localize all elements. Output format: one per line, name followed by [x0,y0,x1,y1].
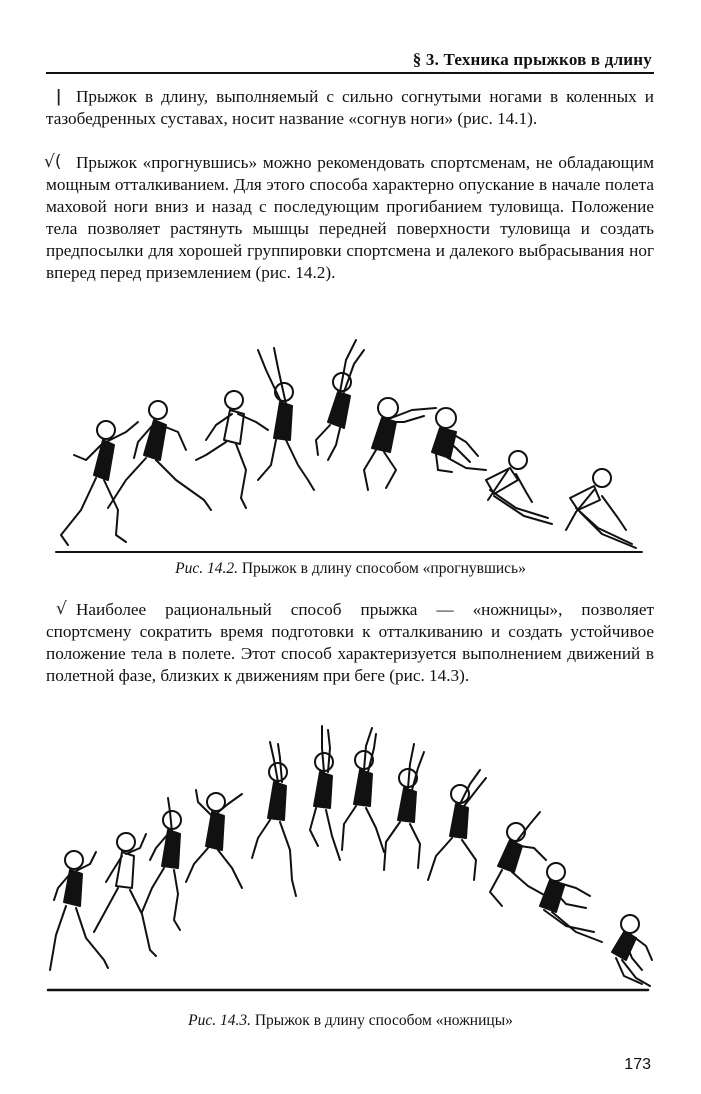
athlete-figure [310,726,340,860]
athlete-figure [428,770,486,880]
figure-14-2-illustration [46,330,656,560]
athlete-figure [142,798,181,930]
athlete-figure [540,863,602,942]
athlete-figure [566,469,636,548]
figure-14-2-caption-text: Прыжок в длину способом «прогнувшись» [241,560,526,577]
athlete-figure [384,744,424,870]
figure-14-3-caption [0,1012,701,1030]
athlete-figure [316,340,364,460]
figure-14-2-label: Рис. 14.2. [175,560,238,577]
athlete-figure [612,915,652,986]
athlete-figure [108,401,211,510]
page-number: 173 [624,1056,651,1073]
check-mark-icon: √( [44,152,62,172]
athlete-figure [252,742,296,896]
figure-14-3-caption-text: Прыжок в длину способом «ножницы» [254,1012,513,1029]
figure-14-3-label: Рис. 14.3. [188,1012,251,1029]
paragraph-2-text: Прыжок «прогнувшись» можно рекомендовать спортсменам, не обладающим мощным отталкиванием. Для этого способа характерно опускание в начале полета маховой ноги вниз и назад с последующим прогибанием туловища. Положение тела позволяет растянуть мышцы передней поверхности туловища и создать предпосылки для хорошей группировки спортсмена и далекого выбрасывания ног вперед перед приземлением (рис. 14.2). [46,153,654,282]
paragraph-3 [46,599,654,687]
running-header [46,48,654,74]
paragraph-3-text: Наиболее рациональный способ прыжка — «ножницы», позволяет спортсмену сократить время подготовки к отталкиванию и создать устойчивое положение тела в полете. Этот способ характеризуется выполнением движений в полетной фазе, близких к движениям при беге (рис. 14.3). [46,600,654,685]
athlete-figure [196,391,268,508]
athlete-figure [490,812,546,906]
athlete-figure [61,421,138,545]
athlete-figure [364,398,436,490]
athlete-figure [486,451,552,524]
figure-14-3 [46,720,656,1002]
figure-14-3-illustration [46,720,656,1002]
figure-14-2-caption [0,560,701,578]
athlete-figure [50,851,108,970]
athlete-figure [342,728,384,852]
athlete-figure [94,833,156,956]
paragraph-1 [46,86,654,130]
athlete-figure [432,408,486,472]
pencil-mark-icon: ǀ [56,86,62,107]
paragraph-1-text: Прыжок в длину, выполняемый с сильно согнутыми ногами в коленных и тазобедренных суставах, носит название «согнув ноги» (рис. 14.1). [46,87,654,128]
figure-14-2 [46,330,656,560]
check-mark-icon: √ [56,599,67,619]
athlete-figure [258,348,314,490]
athlete-figure [186,790,242,888]
paragraph-2 [46,152,654,284]
section-title: § 3. Техника прыжков в длину [412,50,652,69]
